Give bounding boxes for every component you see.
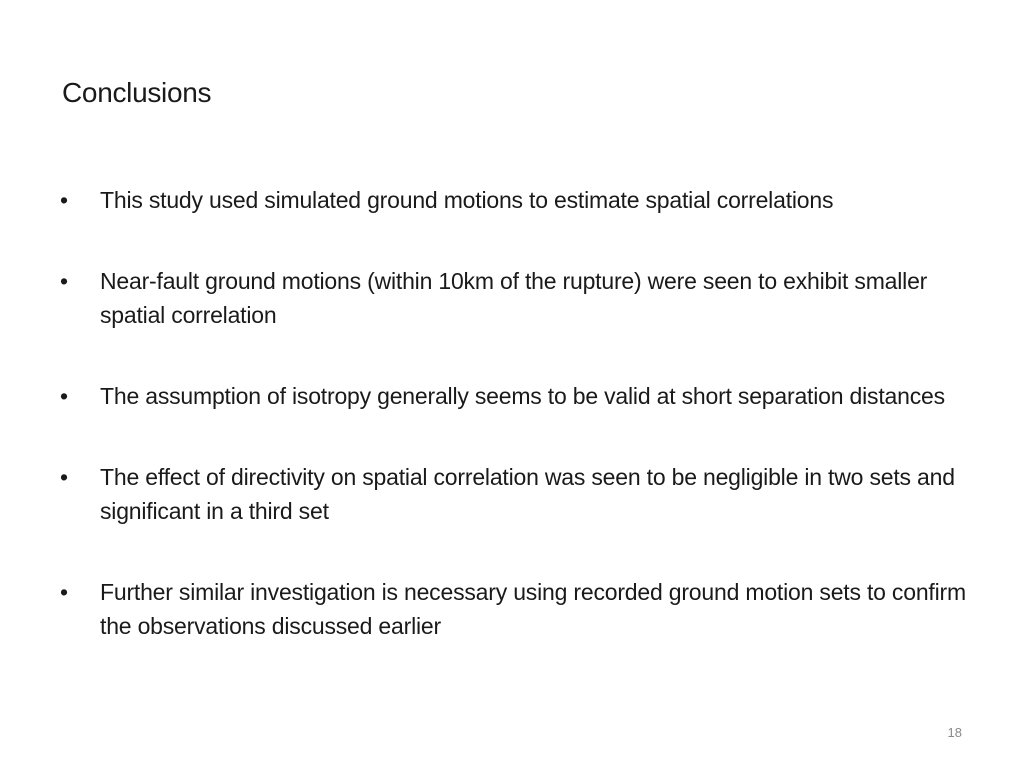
bullet-item bbox=[60, 264, 966, 332]
bullet-list bbox=[60, 183, 966, 690]
bullet-marker: • bbox=[60, 464, 68, 490]
slide-title: Conclusions bbox=[62, 77, 212, 108]
bullet-text: This study used simulated ground motions to estimate spatial correlations bbox=[100, 187, 834, 213]
bullet-marker: • bbox=[60, 187, 68, 213]
bullet-item bbox=[60, 183, 966, 217]
page-number: 18 bbox=[947, 725, 962, 740]
bullet-marker: • bbox=[60, 579, 68, 605]
bullet-text: The assumption of isotropy generally seems to be valid at short separation distances bbox=[100, 383, 945, 409]
bullet-item bbox=[60, 379, 966, 413]
bullet-text: Further similar investigation is necessary using recorded ground motion sets to confirm the observations discussed earlier bbox=[100, 579, 966, 639]
bullet-text: The effect of directivity on spatial correlation was seen to be negligible in two sets and significant in a third set bbox=[100, 464, 955, 524]
bullet-text: Near-fault ground motions (within 10km of the rupture) were seen to exhibit smaller spatial correlation bbox=[100, 268, 928, 328]
bullet-marker: • bbox=[60, 268, 68, 294]
bullet-marker: • bbox=[60, 383, 68, 409]
bullet-item bbox=[60, 575, 966, 643]
bullet-item bbox=[60, 460, 966, 528]
